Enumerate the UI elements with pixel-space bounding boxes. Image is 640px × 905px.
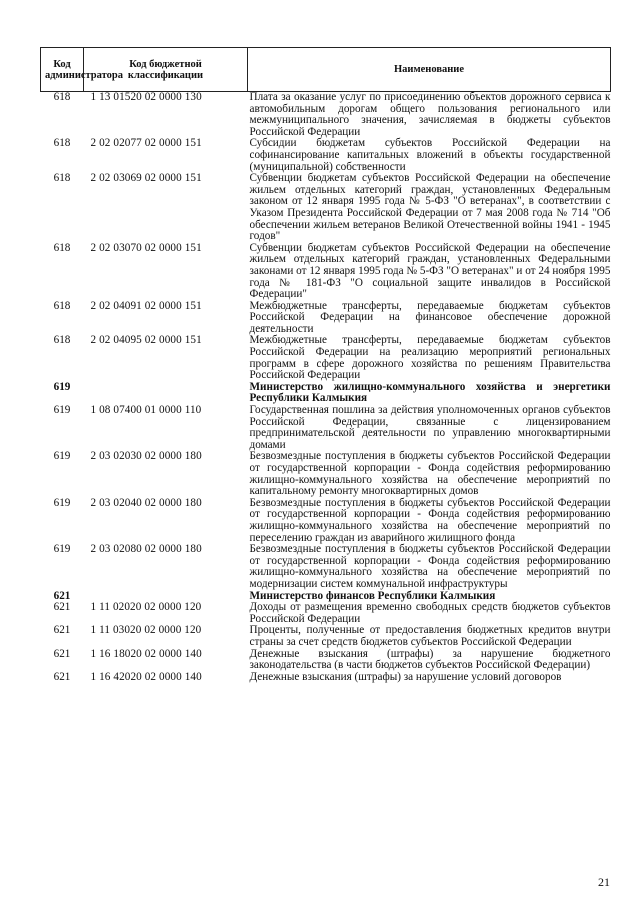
document-page — [40, 47, 610, 683]
name-cell: Проценты, полученные от предоставления бюджетных кредитов внутри страны за счет средств бюджетов субъектов Российской Федерации — [249, 624, 611, 648]
budget-code-cell: 1 08 07400 01 0000 110 — [90, 404, 202, 417]
budget-code-cell — [84, 382, 248, 405]
table-row — [41, 173, 611, 243]
budget-code-cell: 1 16 18020 02 0000 140 — [90, 647, 202, 660]
admin-code-cell: 621 — [53, 647, 71, 660]
table-row — [41, 138, 611, 173]
budget-code-cell: 2 02 04091 02 0000 151 — [90, 299, 202, 312]
name-cell: Межбюджетные трансферты, передаваемые бюджетам субъектов Российской Федерации на реализацию мероприятий региональных программ в сфере дорожного хозяйства по решениям Правительства Российской Федерации — [249, 334, 611, 382]
name-cell: Плата за оказание услуг по присоединению объектов дорожного сервиса к автомобильным дорогам общего пользования регионального или межмуниципального значения, зачисляемая в бюджеты субъектов Российской Федерации — [249, 91, 611, 138]
admin-code-cell: 618 — [53, 91, 71, 103]
table-row — [41, 451, 611, 497]
admin-code-cell: 619 — [53, 496, 71, 509]
header-name: Наименование — [248, 48, 611, 92]
budget-code-cell: 2 02 02077 02 0000 151 — [90, 137, 202, 150]
admin-code-cell: 618 — [53, 137, 71, 150]
table-row — [41, 405, 611, 451]
table-row — [41, 544, 611, 590]
section-heading-row — [41, 382, 611, 405]
name-cell: Безвозмездные поступления в бюджеты субъектов Российской Федерации от государственной корпорации - Фонда содействия реформированию жилищно-коммунального хозяйства на обеспечение мероприятий по модернизации систем коммунальной инфраструктуры — [249, 543, 611, 590]
admin-code-cell: 619 — [53, 543, 71, 556]
name-cell: Доходы от размещения временно свободных средств бюджетов субъектов Российской Федерации — [249, 601, 611, 625]
name-cell: Субсидии бюджетам субъектов Российской Федерации на софинансирование капитальных вложений в объекты государственной (муниципальной) собственности — [249, 137, 611, 173]
admin-code-cell: 621 — [53, 589, 71, 602]
budget-code-cell: 2 02 03070 02 0000 151 — [90, 241, 202, 254]
table-row — [41, 301, 611, 336]
budget-code-cell: 2 03 02030 02 0000 180 — [90, 450, 202, 463]
admin-code-cell: 619 — [53, 380, 71, 393]
admin-code-cell: 619 — [53, 450, 71, 463]
admin-code-cell: 618 — [53, 334, 71, 347]
admin-code-cell: 621 — [53, 601, 71, 614]
table-header-row — [41, 48, 611, 92]
budget-code-cell: 2 03 02040 02 0000 180 — [90, 496, 202, 509]
budget-code-cell: 1 13 01520 02 0000 130 — [90, 91, 202, 103]
name-cell: Государственная пошлина за действия уполномоченных органов субъектов Российской Федерации, связанные с лицензированием предпринимательской деятельности по управлению многоквартирными домами — [249, 404, 611, 451]
name-cell: Денежные взыскания (штрафы) за нарушение условий договоров — [249, 670, 562, 683]
table-row — [41, 672, 611, 684]
budget-code-cell: 2 02 03069 02 0000 151 — [90, 172, 202, 185]
table-row — [41, 498, 611, 544]
table-row — [41, 335, 611, 381]
admin-code-cell: 619 — [53, 404, 71, 417]
table-row — [41, 602, 611, 625]
name-cell: Безвозмездные поступления в бюджеты субъектов Российской Федерации от государственной корпорации - Фонда содействия реформированию жилищно-коммунального хозяйства на обеспечение мероприятий по капитальному ремонту многоквартирных домов — [249, 450, 611, 498]
budget-codes-table — [40, 47, 611, 683]
table-row — [41, 625, 611, 648]
table-row — [41, 243, 611, 301]
name-cell: Денежные взыскания (штрафы) за нарушение бюджетного законодательства (в части бюджетов субъектов Российской Федерации) — [249, 647, 611, 672]
name-cell: Министерство жилищно-коммунального хозяйства и энергетики Республики Калмыкия — [249, 380, 611, 405]
name-cell: Субвенции бюджетам субъектов Российской Федерации на обеспечение жильем отдельных категорий граждан, установленных Федеральным законом от 12 января 1995 года № 5-ФЗ "О ветеранах", в соответствии с Указом Президента Российской Федерации от 7 мая 2008 года № 714 "Об обеспечении жильем ветеранов Великой Отечественной войны 1941 - 1945 годов" — [249, 172, 611, 243]
name-cell: Субвенции бюджетам субъектов Российской Федерации на обеспечение жильем отдельных категорий граждан, установленных Федеральными законами от 12 января 1995 года № 5-ФЗ "О ветеранах" и от 24 ноября 1995 года № 181-ФЗ "О социальной защите инвалидов в Российской Федерации" — [249, 241, 611, 301]
budget-code-cell: 2 03 02080 02 0000 180 — [90, 543, 202, 556]
name-cell: Министерство финансов Республики Калмыкия — [249, 589, 496, 602]
name-cell: Безвозмездные поступления в бюджеты субъектов Российской Федерации от государственной корпорации - Фонда содействия реформированию жилищно-коммунального хозяйства на обеспечение мероприятий по переселению граждан из аварийного жилищного фонда — [249, 496, 611, 544]
budget-code-cell: 1 11 03020 02 0000 120 — [90, 624, 202, 637]
budget-code-cell: 1 11 02020 02 0000 120 — [90, 601, 202, 614]
header-budget-code: Код бюджетной классификации — [84, 48, 248, 92]
table-row — [41, 92, 611, 139]
table-row — [41, 649, 611, 672]
admin-code-cell: 621 — [53, 670, 71, 683]
name-cell: Межбюджетные трансферты, передаваемые бюджетам субъектов Российской Федерации на финансовое обеспечение дорожной деятельности — [249, 299, 611, 335]
header-admin-code: Код администратора — [41, 48, 84, 92]
budget-code-cell: 2 02 04095 02 0000 151 — [90, 334, 202, 347]
budget-code-cell: 1 16 42020 02 0000 140 — [90, 670, 202, 683]
admin-code-cell: 618 — [53, 299, 71, 312]
admin-code-cell: 618 — [53, 172, 71, 185]
admin-code-cell: 621 — [53, 624, 71, 637]
admin-code-cell: 618 — [53, 241, 71, 254]
page-number: 21 — [598, 875, 610, 889]
